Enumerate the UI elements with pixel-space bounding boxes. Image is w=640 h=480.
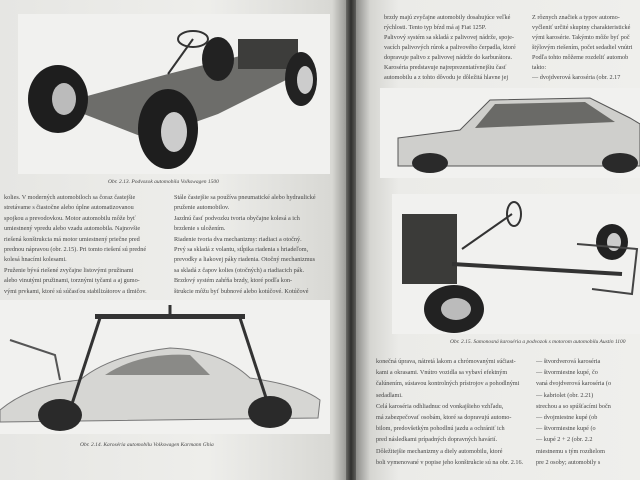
karmann-ghia-photo	[0, 300, 330, 434]
figure-caption: Obr. 2.15. Samonosná karoséria a podvozok s motorom automobilu Austin 1100	[450, 339, 626, 345]
text-column: Stále častejšie sa používa pneumatické alebo hydraulické pruženie automobilov. Jazdnú časť podvozku tvoria obyčajne kolesá a ich brzdenie s uložením. Riadenie tvoria dva mechanizmy: riadiaci a otočný. Prvý sa skladá z volantu, stĺpika riadenia s hriadeľom, prevodky a liakovej páky riadenia. Otočný mechanizmus sa skladá z čapov kolies (otočných) a riadiacich pák. Brzdový systém zahŕňa brzdy, ktoré podľa kon- štrukcie môžu byť bubnové alebo kotúčové. Kotúčové	[174, 194, 316, 295]
sedan-photo	[380, 88, 640, 178]
book-gutter	[346, 0, 356, 480]
vw-chassis-image	[18, 14, 330, 174]
text-column: brzdy majú zvyčajne automobily dosahujúce veľké rýchlosti. Tento typ bŕzd má aj Fiat 125P. Palivový systém sa skladá z palivovej nádrže, spoje- vacích palivových rúrok a palivového čerpadla, ktoré dopravuje palivo z palivovej nádrže do karburátora. Karoséria predstavuje najreprezentatívnejšiu časť automobilu a z tohto dôvodu je dôležitá hlavne jej	[384, 14, 516, 81]
figure-caption: Obr. 2.13. Podvozok automobila Volkswagen 1500	[108, 179, 219, 185]
text-column: kolies. V moderných automobiloch sa čoraz častejšie stretávame s čiastočne alebo úplne automatizovanou spojkou a prevodovkou. Motor automobilu môže byť umiestnený vpredu alebo vzadu automobila. Najnovšie riešená konštrukcia má motor umiestnený priečne pred prednou nápravou (obr. 2.15). Pri tomto riešení sú predné kolesá hnacími kolesami. Pruženie bývá riešené zvyčajne listovými pružinami alebo vinutými pružinami, torznými tyčami a aj gumo- vými prvkami, ktoré sú súčasťou stabilizátorov a tlmičov.	[4, 194, 147, 295]
text-column: Z rôznych značiek a typov automo- vyčleniť určité skupiny charakteristické vými karosérie. Takýmto môže byť poč štýlovým riešením, počet sedadiel vnútri Podľa tohto môžeme rozdeliť automob takto: — dvojdverová karoséria (obr. 2.17	[532, 14, 633, 81]
right-page	[356, 0, 640, 480]
karmann-ghia-image	[0, 300, 330, 434]
figure-caption: Obr. 2.14. Karoséria automobilu Volkswagen Karmann Ghia	[80, 442, 214, 448]
austin-chassis-image	[392, 194, 640, 334]
text-column: konečná úprava, nátretá lakom a chrómovanými súčiast- kami a okrasami. Vnútro vozidla sa vybaví efektným čalúnením, sústavou kontrolných prístrojov a pohodlnými sedadlami. Celá karoséria odhliadnuc od vonkajšieho vzhľadu, má zabezpečovať osobám, ktoré sa dopravujú automo- bilom, predovšetkým pohodlnú jazdu a ochrániť ich pred následkami prípadných dopravných havárií. Dôležitejšie mechanizmy a diely automobilu, ktoré boli vymenované v popise jeho konštrukcie sú na obr. 2.16.	[376, 358, 524, 466]
chassis-photo	[18, 14, 330, 174]
text-column: — štvordverová karoséria — štvormiestne kupé, čo vaná dvojdverová karoséria (o — kabriolet (obr. 2.21) strechou a so spúšťacími bočn — dvojmiestne kupé (ob — štvormiestne kupé (o — kupé 2 + 2 (obr. 2.2 miestnemu s tým rozdielom pre 2 osoby; automobily s	[536, 358, 612, 466]
austin-chassis-photo	[392, 194, 640, 334]
sedan-image	[380, 88, 640, 178]
